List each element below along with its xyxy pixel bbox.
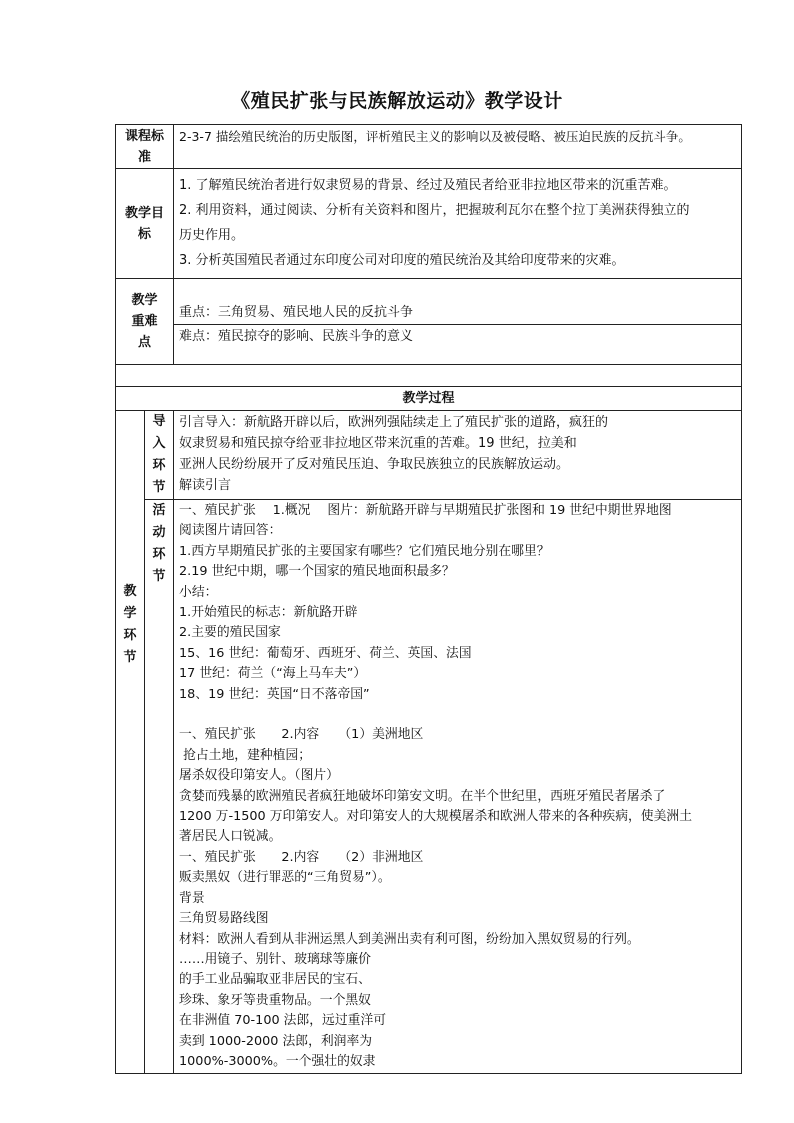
standard-label: 课程标准 (116, 125, 174, 169)
activity-line: 2.19 世纪中期，哪一个国家的殖民地面积最多？ (179, 564, 455, 580)
activity-line: 的手工业品骗取亚非居民的宝石、 (179, 972, 371, 988)
row-key-focus (116, 279, 742, 325)
activity-line: 在非洲值 70-100 法郎，远过重洋可 (179, 1013, 387, 1029)
key-focus (174, 279, 742, 325)
standard-text (174, 125, 742, 169)
standard-text-content: 2-3-7 描绘殖民统治的历史版图，评析殖民主义的影响以及被侵略、被压迫民族的反抗斗争。 (179, 129, 691, 144)
goals-content (174, 169, 742, 279)
activity-line: 15、16 世纪：葡萄牙、西班牙、荷兰、英国、法国 (179, 645, 472, 661)
activity-line: 卖到 1000-2000 法郎，利润率为 (179, 1033, 373, 1049)
activity-line: 一、殖民扩张 1.概况 图片：新航路开辟与早期殖民扩张图和 19 世纪中期世界地图 (179, 503, 672, 518)
intro-line-3: 亚洲人民纷纷展开了反对殖民压迫、争取民族独立的民族解放运动。 (179, 457, 570, 472)
key-difficulty-text: 难点：殖民掠夺的影响、民族斗争的意义 (179, 329, 414, 344)
intro-label: 导入环节 (145, 411, 174, 500)
key-label: 教学重难点 (116, 279, 174, 365)
activity-line: 阅读图片请回答： (179, 523, 282, 539)
document-title: 《殖民扩张与民族解放运动》教学设计 (231, 90, 563, 112)
activity-line: 材料：欧洲人看到从非洲运黑人到美洲出卖有利可图，纷纷加入黑奴贸易的行列。 (179, 931, 640, 947)
activity-line: ……用镜子、别针、玻璃球等廉价 (179, 951, 371, 967)
key-difficulty (174, 325, 742, 365)
activity-line: 抢占土地，建种植园； (179, 747, 312, 763)
intro-content (174, 411, 742, 500)
goals-label: 教学目标 (116, 169, 174, 279)
activity-line: 屠杀奴役印第安人。（图片） (179, 768, 339, 784)
activity-line: 三角贸易路线图 (179, 911, 269, 927)
activity-line: 一、殖民扩张 2.内容 （1）美洲地区 (179, 727, 424, 743)
goal-item-3: 3. 分析英国殖民者通过东印度公司对印度的殖民统治及其给印度带来的灾难。 (179, 253, 625, 268)
activity-content (174, 500, 742, 1074)
goal-item-2-cont: 历史作用。 (179, 228, 245, 243)
row-spacer (116, 365, 742, 387)
activity-line: 贩卖黑奴（进行罪恶的“三角贸易”）。 (179, 870, 391, 886)
goal-item-1: 1. 了解殖民统治者进行奴隶贸易的背景、经过及殖民者给亚非拉地区带来的沉重苦难。 (179, 178, 677, 193)
process-header: 教学过程 (116, 387, 742, 411)
activity-line: 一、殖民扩张 2.内容 （2）非洲地区 (179, 849, 424, 865)
activity-line: 小结： (179, 584, 218, 600)
activity-line: 贪婪而残暴的欧洲殖民者疯狂地破坏印第安文明。在半个世纪里，西班牙殖民者屠杀了 (179, 788, 666, 804)
activity-line: 珍珠、象牙等贵重物品。一个黑奴 (179, 992, 371, 1008)
row-goals (116, 169, 742, 279)
activity-line: 1200 万-1500 万印第安人。对印第安人的大规模屠杀和欧洲人带来的各种疾病，使美洲土 (179, 809, 692, 825)
row-activity (116, 500, 742, 1074)
process-main-label: 教学环节 (116, 411, 145, 1074)
activity-line: 背景 (179, 890, 205, 906)
activity-line: 2.主要的殖民国家 (179, 625, 281, 641)
row-key-difficulty (116, 325, 742, 365)
row-process-header (116, 387, 742, 411)
activity-label: 活动环节 (145, 500, 174, 1074)
key-focus-text: 重点：三角贸易、殖民地人民的反抗斗争 (179, 305, 414, 320)
activity-line-blank (179, 705, 736, 725)
activity-line: 著居民人口锐减。 (179, 829, 282, 845)
row-intro (116, 411, 742, 500)
activity-line: 1.西方早期殖民扩张的主要国家有哪些？它们殖民地分别在哪里？ (179, 543, 550, 559)
row-standard (116, 125, 742, 169)
spacer-cell (116, 365, 742, 387)
goal-item-2: 2. 利用资料，通过阅读、分析有关资料和图片，把握玻利瓦尔在整个拉丁美洲获得独立的 (179, 203, 690, 218)
activity-line: 17 世纪：荷兰（“海上马车夫”） (179, 666, 367, 682)
activity-line: 1000%-3000%。一个强壮的奴隶 (179, 1053, 376, 1069)
lesson-plan-table (115, 124, 742, 1074)
intro-line-4: 解读引言 (179, 478, 232, 493)
intro-line-2: 奴隶贸易和殖民掠夺给亚非拉地区带来沉重的苦难。19 世纪，拉美和 (179, 436, 577, 451)
intro-line-1: 引言导入：新航路开辟以后，欧洲列强陆续走上了殖民扩张的道路，疯狂的 (179, 415, 609, 430)
activity-line: 18、19 世纪：英国“日不落帝国” (179, 686, 370, 702)
activity-line: 1.开始殖民的标志：新航路开辟 (179, 605, 358, 621)
